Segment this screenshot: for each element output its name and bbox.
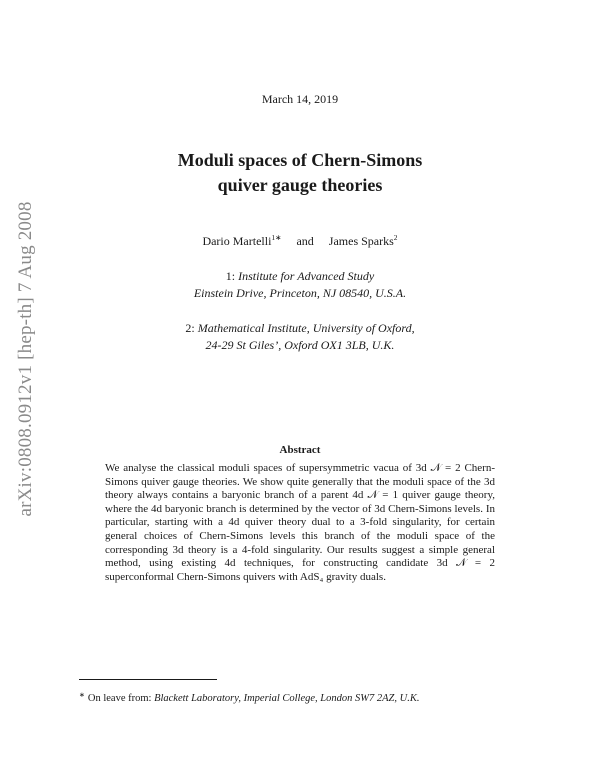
footnote-mark: ∗ [79,691,85,699]
footnote-prefix: On leave from: [87,693,152,704]
affiliation-1 [0,268,600,302]
arxiv-identifier: arXiv:0808.0912v1 [hep-th] 7 Aug 2008 [15,201,36,517]
paper-title [0,148,600,198]
author-list [0,234,600,249]
paper-date: March 14, 2019 [261,92,339,106]
title-line-2: quiver gauge theories [217,175,383,195]
footnote-rule [79,679,217,680]
abstract-body: We analyse the classical moduli spaces of supersymmetric vacua of 3d 𝒩 = 2 Chern-Simons quiver gauge theories. We show quite generally that the moduli space of the 3d theory always contains a baryonic branch of a parent 4d 𝒩 = 1 quiver gauge theory, where the 4d baryonic branch is determined by the vector of 3d Chern-Simons levels. In particular, starting with a 4d quiver theory dual to a 3-fold singularity, for certain general choices of Chern-Simons levels this branch of the moduli space of the corresponding 3d theory is a 4-fold singularity. Our results suggest a simple general method, using existing 4d techniques, for constructing candidate 3d 𝒩 = 2 superconformal Chern-Simons quivers with AdS₄ gravity duals. [105,462,495,583]
author-name: Dario Martelli [202,234,272,248]
affiliation-name: Mathematical Institute, University of Oxford, [197,321,415,335]
affiliation-2 [0,320,600,354]
footnote [79,691,539,704]
affiliation-name: Institute for Advanced Study [238,269,375,283]
affiliation-address: 24-29 St Giles’, Oxford OX1 3LB, U.K. [205,338,395,352]
abstract-heading: Abstract [279,444,321,456]
author-name: James Sparks [328,234,394,248]
affiliation-marker: 2: [185,321,195,335]
affiliation-marker: 1: [225,269,236,283]
affiliation-address: Einstein Drive, Princeton, NJ 08540, U.S.A. [193,286,407,300]
author-affiliation-mark: 2 [393,233,398,242]
author-affiliation-mark: 1∗ [271,233,282,242]
author-connector: and [296,234,314,248]
footnote-text: Blackett Laboratory, Imperial College, London SW7 2AZ, U.K. [154,693,420,704]
title-line-1: Moduli spaces of Chern-Simons [177,150,423,170]
